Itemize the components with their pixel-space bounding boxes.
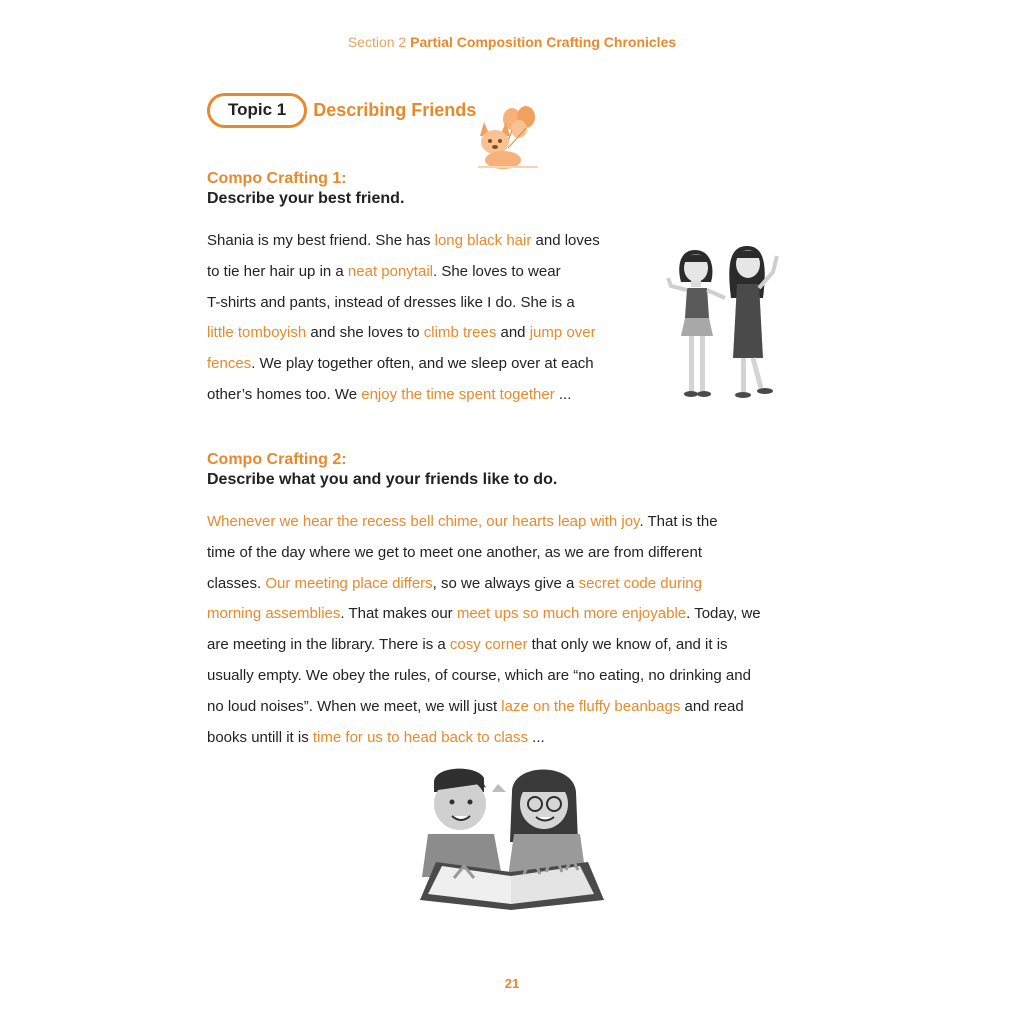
passage-text: and read — [680, 697, 744, 715]
highlighted-phrase: morning assemblies — [207, 605, 341, 623]
passage-text: . That is the — [639, 513, 718, 530]
dog-balloons-illustration — [470, 102, 545, 172]
passage-text: and she loves to — [306, 324, 424, 342]
passage-line — [207, 569, 761, 600]
passage-text: are meeting in the library. There is a — [207, 636, 450, 654]
passage-text: ... — [528, 728, 545, 746]
crafting-2-passage — [207, 507, 761, 753]
highlighted-phrase: Our meeting place differs — [265, 574, 433, 592]
passage-text: . Today, we — [686, 605, 761, 623]
highlighted-phrase: secret code during — [578, 574, 702, 592]
passage-line — [207, 692, 761, 723]
passage-text: other’s homes too. We — [207, 385, 362, 403]
highlighted-phrase: climb trees — [423, 324, 497, 342]
highlighted-phrase: time for us to head back to class — [312, 728, 528, 746]
passage-text: . She loves to wear — [433, 262, 561, 280]
crafting-1-passage — [207, 226, 600, 411]
crafting-2-label: Compo Crafting 2: — [207, 451, 347, 468]
section-title: Partial Composition Crafting Chronicles — [410, 34, 677, 50]
compo-crafting-2 — [207, 451, 557, 489]
passage-text: . We play together often, and we sleep over at each — [251, 355, 594, 373]
passage-text: classes. — [207, 574, 266, 592]
passage-line — [207, 288, 600, 319]
passage-text: , so we always give a — [432, 574, 579, 592]
passage-line — [207, 507, 761, 538]
passage-text: no loud noises”. When we meet, we will just — [207, 697, 502, 715]
topic-pill: Topic 1 — [207, 93, 307, 128]
passage-line — [207, 599, 761, 630]
passage-text: usually empty. We obey the rules, of course, which are “no eating, no drinking and — [207, 666, 751, 684]
passage-text: T-shirts and pants, instead of dresses like I do. She is a — [207, 293, 575, 311]
highlighted-phrase: fences — [207, 355, 252, 373]
highlighted-phrase: little tomboyish — [207, 324, 307, 342]
passage-line — [207, 723, 761, 754]
passage-text: books untill it is — [207, 728, 313, 746]
passage-text: time of the day where we get to meet one another, as we are from different — [207, 543, 702, 561]
passage-text: and — [496, 324, 530, 342]
passage-text: Shania is my best friend. She has — [207, 232, 435, 249]
best-friends-illustration — [665, 238, 790, 403]
highlighted-phrase: Whenever we hear the recess bell chime, our hearts leap with joy — [207, 513, 640, 530]
passage-line — [207, 349, 600, 380]
passage-line — [207, 318, 600, 349]
crafting-2-prompt: Describe what you and your friends like to do. — [207, 471, 558, 488]
passage-text: ... — [554, 385, 572, 403]
passage-line — [207, 226, 600, 257]
crafting-1-prompt: Describe your best friend. — [207, 190, 405, 207]
passage-text: . That makes our — [340, 605, 457, 623]
highlighted-phrase: neat ponytail — [347, 262, 433, 280]
passage-line — [207, 630, 761, 661]
section-label: Section 2 — [347, 34, 407, 50]
topic-heading — [207, 93, 476, 128]
passage-text: and loves — [531, 232, 600, 249]
kids-reading-illustration — [414, 762, 609, 917]
passage-line — [207, 380, 600, 411]
passage-text: to tie her hair up in a — [207, 262, 348, 280]
passage-text: that only we know of, and it is — [527, 636, 728, 654]
highlighted-phrase: long black hair — [434, 232, 532, 249]
highlighted-phrase: laze on the fluffy beanbags — [501, 697, 681, 715]
compo-crafting-1 — [207, 170, 404, 208]
topic-title: Describing Friends — [313, 100, 477, 120]
page-number: 21 — [504, 976, 520, 991]
passage-line — [207, 661, 761, 692]
passage-line — [207, 538, 761, 569]
passage-line — [207, 257, 600, 288]
running-header — [0, 34, 1024, 50]
crafting-1-label: Compo Crafting 1: — [207, 170, 347, 187]
highlighted-phrase: cosy corner — [449, 636, 528, 654]
highlighted-phrase: jump over — [529, 324, 596, 342]
highlighted-phrase: meet ups so much more enjoyable — [456, 605, 687, 623]
highlighted-phrase: enjoy the time spent together — [361, 385, 555, 403]
